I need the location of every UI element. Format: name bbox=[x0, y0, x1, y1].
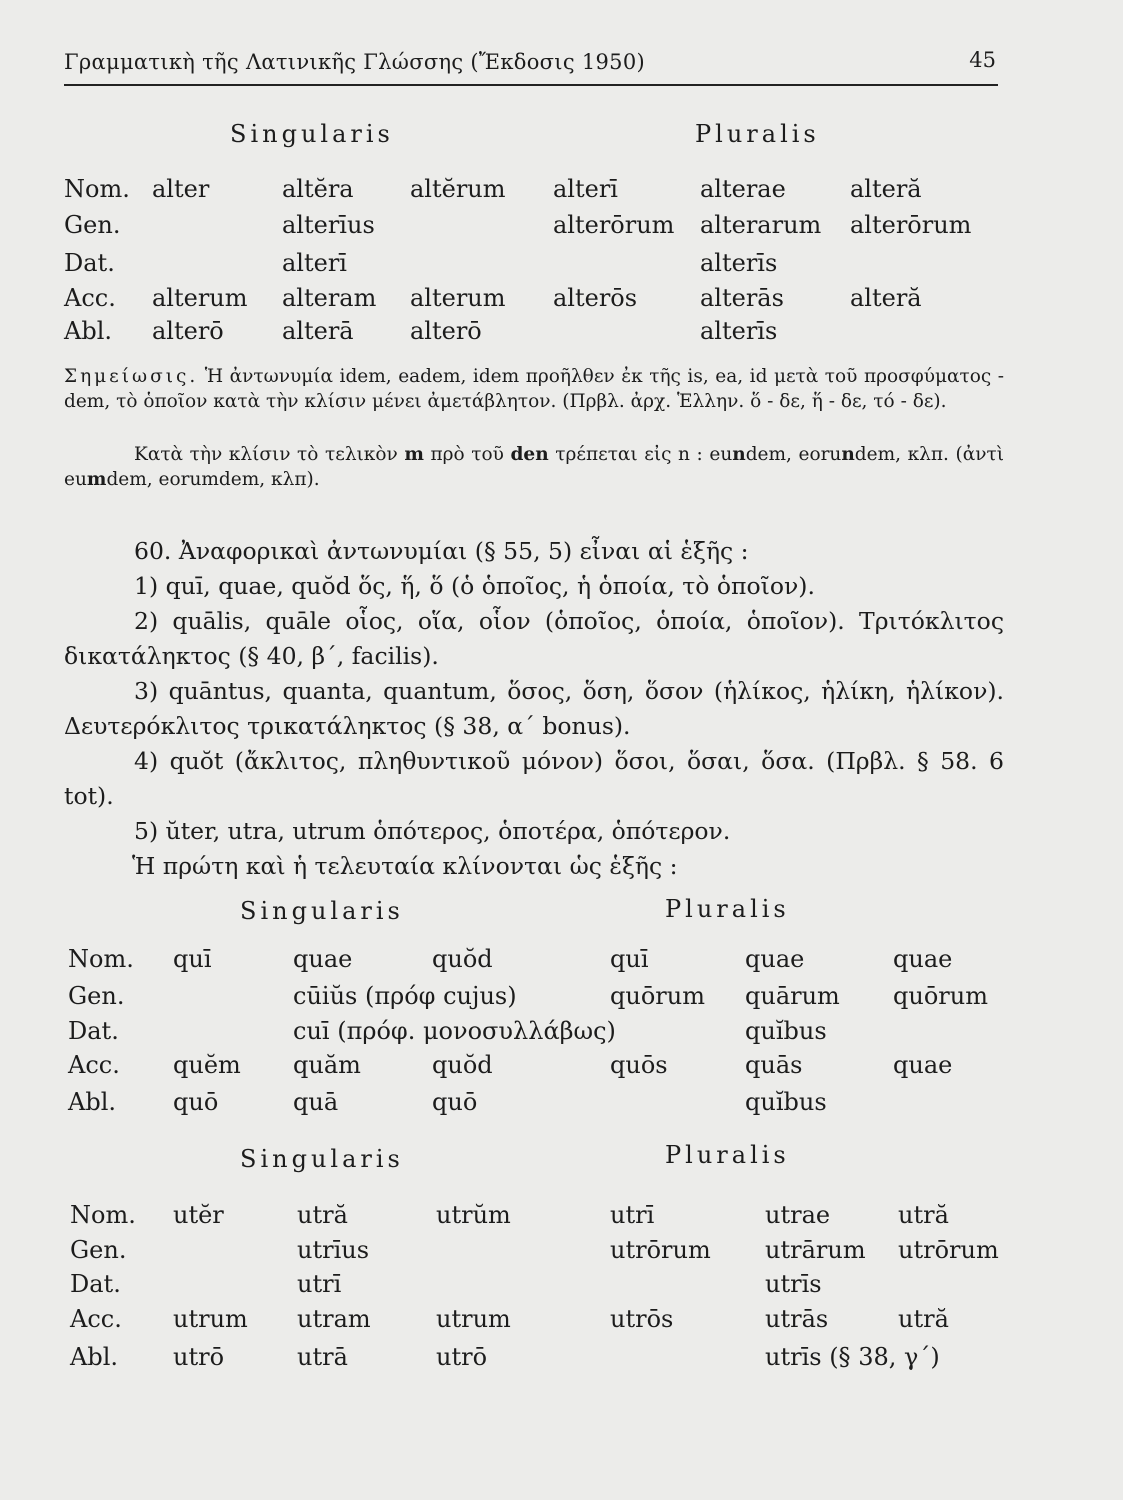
case-label: Nom. bbox=[64, 175, 130, 203]
table-cell: utrīs (§ 38, γ΄) bbox=[765, 1343, 940, 1371]
case-label: Abl. bbox=[64, 317, 112, 345]
case-label: Abl. bbox=[70, 1343, 118, 1371]
page-number: 45 bbox=[969, 48, 996, 72]
table-cell: quōrum bbox=[610, 982, 705, 1010]
table-cell: quās bbox=[745, 1051, 803, 1079]
table-cell: cūiŭs (πρόφ cujus) bbox=[293, 982, 517, 1010]
table-cell: utră bbox=[898, 1201, 949, 1229]
table-cell: utrum bbox=[436, 1305, 511, 1333]
table-cell: utrō bbox=[173, 1343, 225, 1371]
table-cell: altĕrum bbox=[410, 175, 506, 203]
table-cell: alterae bbox=[700, 175, 786, 203]
table-cell: quō bbox=[173, 1088, 219, 1116]
note-bold-m2: m bbox=[86, 469, 107, 490]
case-label: Acc. bbox=[64, 284, 116, 312]
table-cell: alterōrum bbox=[553, 211, 675, 239]
table-cell: quĭbus bbox=[745, 1017, 827, 1045]
table-cell: quŏd bbox=[432, 945, 493, 973]
table-cell: utrō bbox=[436, 1343, 488, 1371]
note-text-2a: Κατὰ τὴν κλίσιν τὸ τελικὸν bbox=[134, 444, 398, 465]
note-paragraph-1 bbox=[64, 364, 1004, 414]
table-cell: quārum bbox=[745, 982, 840, 1010]
section-item: 5) ŭter, utra, utrum ὁπότερος, ὁποτέρα, ὁπότερον. bbox=[134, 817, 731, 845]
case-label: Abl. bbox=[68, 1088, 116, 1116]
table-cell: alterīs bbox=[700, 317, 778, 345]
section-intro-text: Ἀναφορικαὶ ἀντωνυμίαι (§ 55, 5) εἶναι αἱ ἑξῆς : bbox=[178, 537, 749, 565]
case-label: Acc. bbox=[70, 1305, 122, 1333]
table-cell: alterum bbox=[410, 284, 506, 312]
note-bold-den: den bbox=[510, 444, 549, 465]
section-item: 1) quī, quae, quŏd ὅς, ἥ, ὅ (ὁ ὁποῖος, ἡ ὁποία, τὸ ὁποῖον). bbox=[134, 572, 815, 600]
table-cell: quōs bbox=[610, 1051, 668, 1079]
section-60-intro bbox=[64, 534, 1004, 569]
case-label: Gen. bbox=[64, 211, 121, 239]
table-cell: quae bbox=[745, 945, 805, 973]
section-item: 2) quālis, quāle οἷος, οἵα, οἷον (ὁποῖος, ὁποία, ὁποῖον). Τριτόκλιτος δικατάληκτος (§ 40, β΄, facilis). bbox=[64, 607, 1004, 670]
table-cell: quŏd bbox=[432, 1051, 493, 1079]
table-cell: alteram bbox=[282, 284, 377, 312]
note-bold-n2: n bbox=[841, 444, 855, 465]
table-cell: quăm bbox=[293, 1051, 361, 1079]
table-cell: utrīus bbox=[297, 1236, 370, 1264]
note-bold-m: m bbox=[404, 444, 424, 465]
case-label: Nom. bbox=[68, 945, 134, 973]
table-cell: alter bbox=[152, 175, 210, 203]
note-paragraph-2 bbox=[64, 442, 1004, 492]
table-cell: alterīus bbox=[282, 211, 375, 239]
case-label: Acc. bbox=[68, 1051, 120, 1079]
table-cell: alterī bbox=[282, 249, 347, 277]
table-cell: alterarum bbox=[700, 211, 822, 239]
table-cell: alterōs bbox=[553, 284, 638, 312]
table-uter-plural-heading: Pluralis bbox=[665, 1141, 790, 1169]
case-label: Dat. bbox=[68, 1017, 119, 1045]
table-cell: utră bbox=[297, 1201, 348, 1229]
table-cell: utrae bbox=[765, 1201, 831, 1229]
note-text-2f: dem, eorumdem, κλπ). bbox=[106, 469, 320, 490]
table-cell: quae bbox=[893, 945, 953, 973]
header-title: Γραμματικὴ τῆς Λατινικῆς Γλώσσης (Ἔκδοσις 1950) bbox=[64, 50, 645, 74]
table-cell: utrās bbox=[765, 1305, 829, 1333]
table-alter-singular-heading: Singularis bbox=[230, 120, 394, 148]
table-cell: quō bbox=[432, 1088, 478, 1116]
note-text-2c: τρέπεται εἰς n : eu bbox=[555, 444, 733, 465]
case-label: Gen. bbox=[70, 1236, 127, 1264]
table-cell: alterās bbox=[700, 284, 784, 312]
case-label: Dat. bbox=[70, 1270, 121, 1298]
table-cell: utră bbox=[898, 1305, 949, 1333]
section-closing: Ἡ πρώτη καὶ ἡ τελευταία κλίνονται ὡς ἑξῆς : bbox=[132, 852, 678, 880]
table-cell: alterō bbox=[410, 317, 482, 345]
note-bold-n1: n bbox=[732, 444, 746, 465]
table-cell: utram bbox=[297, 1305, 371, 1333]
note-text-2d: dem, eoru bbox=[745, 444, 842, 465]
table-cell: alteră bbox=[850, 284, 922, 312]
table-cell: cuī (πρόφ. μονοσυλλάβως) bbox=[293, 1017, 616, 1045]
note-text-1: Ἡ ἀντωνυμία idem, eadem, idem προῆλθεν ἐκ τῆς is, ea, id μετὰ τοῦ προσφύματος - dem, τὸ ὁποῖον κατὰ τὴν κλίσιν μένει ἀμετάβλητον. (Πρβλ. ἀρχ. Ἑλλην. ὅ - δε, ἥ - δε, τό - δε). bbox=[64, 366, 1005, 412]
table-uter-singular-heading: Singularis bbox=[240, 1145, 404, 1173]
table-cell: alteră bbox=[850, 175, 922, 203]
section-item: 3) quāntus, quanta, quantum, ὅσος, ὅση, ὅσον (ἡλίκος, ἡλίκη, ἡλίκον). Δευτερόκλιτος τρικατάληκτος (§ 38, α΄ bonus). bbox=[64, 677, 1004, 740]
note-text-2e: dem, κλπ. (ἀντὶ eu bbox=[64, 444, 1004, 490]
table-cell: utrī bbox=[610, 1201, 655, 1229]
section-item: 4) quŏt (ἄκλιτος, πληθυντικοῦ μόνον) ὅσοι, ὅσαι, ὅσα. (Πρβλ. § 58. 6 tot). bbox=[64, 747, 1004, 810]
table-cell: quī bbox=[610, 945, 649, 973]
table-cell: altĕra bbox=[282, 175, 354, 203]
table-cell: utrōrum bbox=[610, 1236, 711, 1264]
table-cell: alterō bbox=[152, 317, 224, 345]
table-cell: quĕm bbox=[173, 1051, 241, 1079]
note-text-2b: πρὸ τοῦ bbox=[430, 444, 504, 465]
table-qui-plural-heading: Pluralis bbox=[665, 895, 790, 923]
table-cell: alterā bbox=[282, 317, 354, 345]
table-cell: quā bbox=[293, 1088, 339, 1116]
note-label: Σημείωσις. bbox=[64, 366, 199, 387]
table-cell: utrī bbox=[297, 1270, 342, 1298]
table-cell: quae bbox=[293, 945, 353, 973]
table-cell: alterīs bbox=[700, 249, 778, 277]
table-cell: utrōs bbox=[610, 1305, 674, 1333]
table-cell: utrŭm bbox=[436, 1201, 511, 1229]
table-cell: alterōrum bbox=[850, 211, 972, 239]
table-cell: quae bbox=[893, 1051, 953, 1079]
case-label: Nom. bbox=[70, 1201, 136, 1229]
table-alter-plural-heading: Pluralis bbox=[695, 120, 820, 148]
table-cell: alterum bbox=[152, 284, 248, 312]
table-cell: quĭbus bbox=[745, 1088, 827, 1116]
table-cell: quōrum bbox=[893, 982, 988, 1010]
table-cell: utrum bbox=[173, 1305, 248, 1333]
case-label: Dat. bbox=[64, 249, 115, 277]
table-cell: utĕr bbox=[173, 1201, 224, 1229]
table-cell: utrōrum bbox=[898, 1236, 999, 1264]
table-qui-singular-heading: Singularis bbox=[240, 897, 404, 925]
table-cell: utrīs bbox=[765, 1270, 822, 1298]
table-cell: alterī bbox=[553, 175, 618, 203]
case-label: Gen. bbox=[68, 982, 125, 1010]
table-cell: utrā bbox=[297, 1343, 348, 1371]
table-cell: quī bbox=[173, 945, 212, 973]
table-cell: utrārum bbox=[765, 1236, 866, 1264]
section-number: 60. bbox=[134, 537, 172, 565]
running-header bbox=[64, 46, 998, 86]
